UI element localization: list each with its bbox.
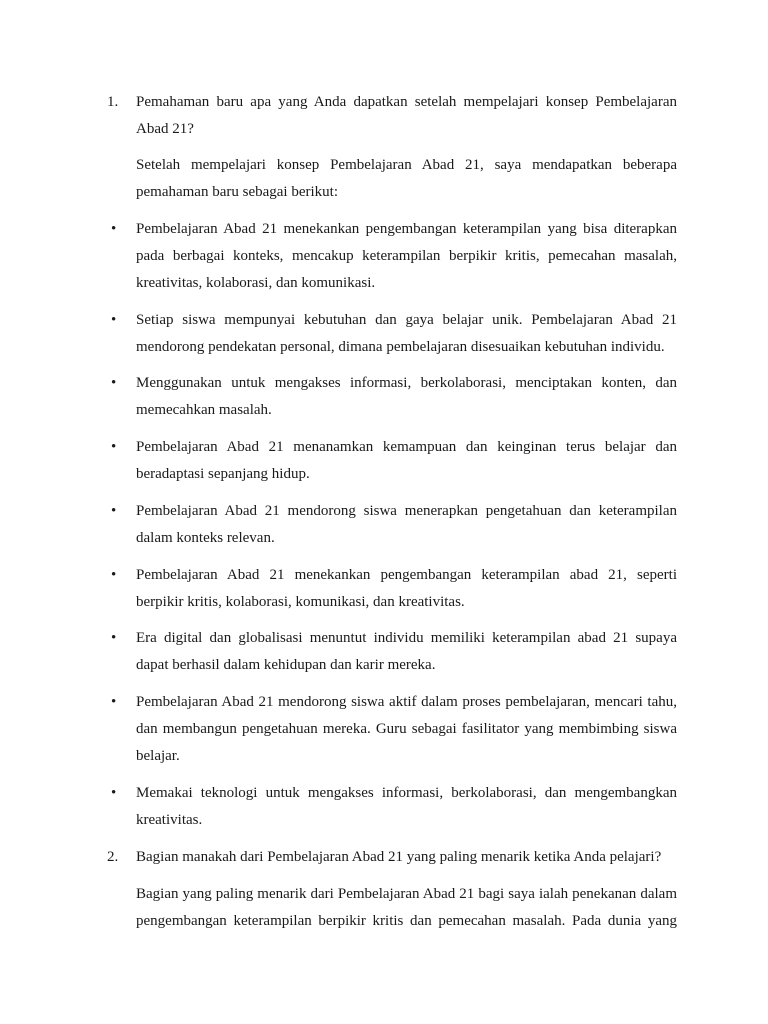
list-item-text: Era digital dan globalisasi menuntut individu memiliki keterampilan abad 21 supaya dapat berhasil dalam kehidupan dan karir mereka. [136, 630, 677, 673]
bullet-icon: • [111, 567, 117, 583]
bullet-icon: • [111, 630, 117, 646]
list-item [107, 498, 677, 552]
answer-intro-1: Setelah mempelajari konsep Pembelajaran Abad 21, saya mendapatkan beberapa pemahaman baru sebagai berikut: [136, 157, 677, 200]
list-item [107, 625, 677, 679]
list-item-text: Setiap siswa mempunyai kebutuhan dan gaya belajar unik. Pembelajaran Abad 21 mendorong pendekatan personal, dimana pembelajaran disesuaikan kebutuhan individu. [136, 312, 677, 355]
list-item-text: Pembelajaran Abad 21 menekankan pengembangan keterampilan abad 21, seperti berpikir kritis, kolaborasi, komunikasi, dan kreativitas. [136, 567, 677, 610]
question-1 [107, 89, 677, 143]
list-item-text: Pembelajaran Abad 21 mendorong siswa menerapkan pengetahuan dan keterampilan dalam konteks relevan. [136, 503, 677, 546]
list-item [107, 307, 677, 361]
list-item-text: Pembelajaran Abad 21 menanamkan kemampuan dan keinginan terus belajar dan beradaptasi sepanjang hidup. [136, 439, 677, 482]
list-item [107, 780, 677, 834]
bullet-icon: • [111, 375, 117, 391]
bullet-icon: • [111, 221, 117, 237]
list-item-text: Pembelajaran Abad 21 mendorong siswa aktif dalam proses pembelajaran, mencari tahu, dan membangun pengetahuan mereka. Guru sebagai fasilitator yang membimbing siswa belajar. [136, 694, 677, 764]
question-text: Pemahaman baru apa yang Anda dapatkan setelah mempelajari konsep Pembelajaran Abad 21? [136, 94, 677, 137]
list-item-text: Menggunakan untuk mengakses informasi, berkolaborasi, menciptakan konten, dan memecahkan masalah. [136, 375, 677, 418]
bullet-icon: • [111, 694, 117, 710]
bullet-icon: • [111, 503, 117, 519]
list-item [107, 562, 677, 616]
list-item [107, 370, 677, 424]
question-number: 2. [107, 849, 119, 865]
bullet-icon: • [111, 785, 117, 801]
bullet-icon: • [111, 439, 117, 455]
bullet-icon: • [111, 312, 117, 328]
list-item-text: Memakai teknologi untuk mengakses informasi, berkolaborasi, dan mengembangkan kreativitas. [136, 785, 677, 828]
question-number: 1. [107, 94, 119, 110]
question-text: Bagian manakah dari Pembelajaran Abad 21 yang paling menarik ketika Anda pelajari? [136, 849, 662, 865]
list-item [107, 434, 677, 488]
question-2 [107, 844, 677, 871]
list-item [107, 689, 677, 770]
list-item [107, 216, 677, 297]
answer-intro-2: Bagian yang paling menarik dari Pembelajaran Abad 21 bagi saya ialah penekanan dalam pengembangan keterampilan berpikir kritis dan pemecahan masalah. Pada dunia yang [136, 886, 677, 929]
list-item-text: Pembelajaran Abad 21 menekankan pengembangan keterampilan yang bisa diterapkan pada berbagai konteks, mencakup keterampilan berpikir kritis, pemecahan masalah, kreativitas, kolaborasi, dan komunikasi. [136, 221, 677, 291]
